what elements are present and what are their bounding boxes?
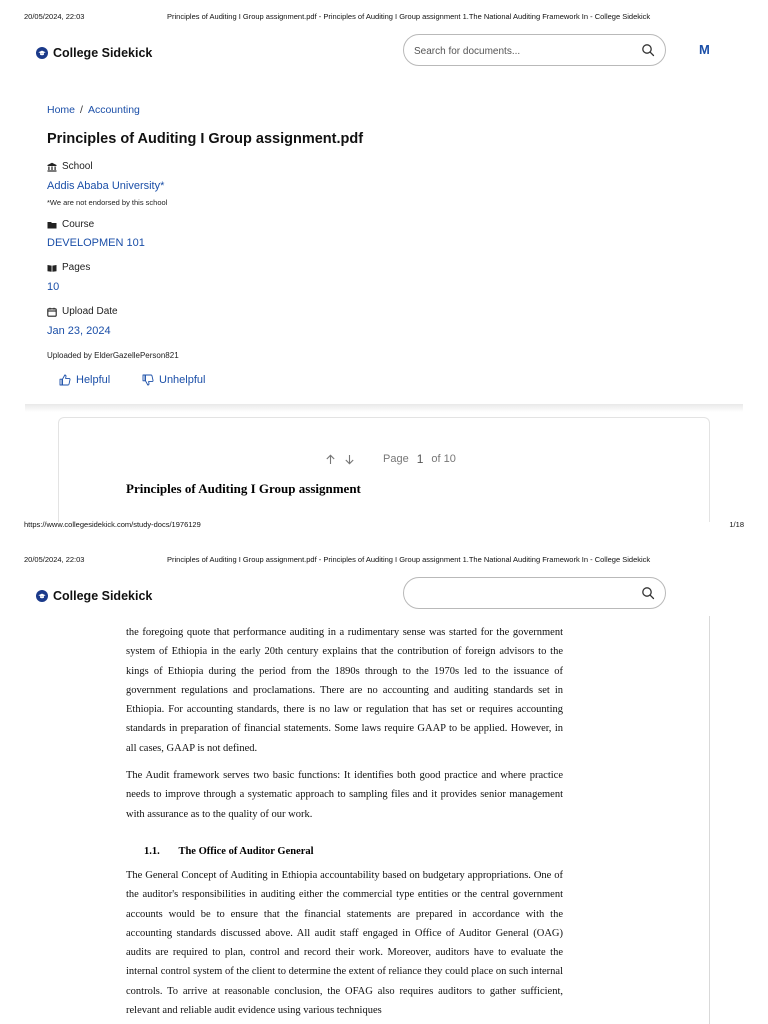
calendar-icon [47,307,57,317]
print-header-page-2 [0,555,768,569]
book-open-icon [47,263,57,273]
brand-logo[interactable] [36,589,152,603]
pdf-document-heading: Principles of Auditing I Group assignment [126,481,361,496]
upload-date-label: Upload Date [47,306,118,317]
print-page-count: 1/18 [729,520,744,529]
print-timestamp: 20/05/2024, 22:03 [24,12,85,21]
print-header [0,12,768,26]
print-timestamp: 20/05/2024, 22:03 [24,555,85,564]
search-icon[interactable] [641,43,655,57]
pdf-paragraph-3: The General Concept of Auditing in Ethiopia accountability based on budgetary appropriations. One of the auditor's responsibilities in auditing either the commercial type entities or the central government accounts would be to ensure that the financial statements are prepared in accordance with the accounting standards discussed above. All audit staff engaged in Office of Auditor General (OAG) audits are required to plan, control and record their work. Moreover, auditors have to evaluate the internal control system of the client to determine the extent of reliance they could place on such internal controls. To arrive at reasonable conclusion, the OFAG also requires auditors to gather sufficient, relevant and reliable audit evidence using various techniques [126,870,563,1017]
pdf-paragraph-1: the foregoing quote that performance auditing in a rudimentary sense was started for the government system of Ethiopia in the early 20th century explains that the contribution of foreign advisors to the kings of Ethiopia during the period from the 1890s through to the 1970s led to the issuance of government regulations and proclamations. There are no accounting and auditing standards set in Ethiopia. For accounting standards, there is no law or regulation that has set or requires accounting standards in preparation of financial statements. Some laws require GAAP to be applied. However, in all cases, GAAP is not defined. [126,627,563,754]
breadcrumb-separator: / [80,104,83,116]
search-input[interactable] [414,585,634,603]
upload-date-value: Jan 23, 2024 [47,325,111,337]
helpful-button[interactable]: Helpful [59,374,110,386]
arrow-down-icon[interactable] [344,454,355,465]
page-title: Principles of Auditing I Group assignment.pdf [47,131,364,147]
brand-logo[interactable] [36,46,152,60]
print-page-title: Principles of Auditing I Group assignment.pdf - Principles of Auditing I Group assignment 1.The National Auditing Framework In - College Sidekick [167,12,651,21]
site-header-sticky [0,577,768,617]
arrow-up-icon[interactable] [325,454,336,465]
search-input[interactable] [414,42,634,60]
thumbs-up-icon [59,374,71,386]
section-title: The Office of Auditor General [178,846,314,857]
thumbs-down-icon [142,374,154,386]
school-building-icon [47,162,57,172]
graduation-cap-icon [36,590,48,602]
folder-icon [47,220,57,230]
search-box[interactable] [403,577,666,609]
brand-name: College Sidekick [53,589,153,603]
school-label: School [47,161,93,172]
document-viewer [58,417,710,522]
section-number: 1.1. [144,846,160,857]
search-box[interactable] [403,34,666,66]
breadcrumb-home-link[interactable]: Home [47,104,76,116]
page-total: of 10 [431,453,456,465]
breadcrumb [47,104,140,116]
viewer-border [709,616,710,1024]
course-label: Course [47,219,94,230]
pages-label: Pages [47,262,90,273]
current-page-input[interactable]: 1 [416,452,424,466]
print-page-title: Principles of Auditing I Group assignment.pdf - Principles of Auditing I Group assignment 1.The National Auditing Framework In - College Sidekick [167,555,651,564]
graduation-cap-icon [36,47,48,59]
search-icon[interactable] [641,586,655,600]
avatar[interactable]: M [699,42,710,57]
breadcrumb-accounting-link[interactable]: Accounting [87,104,140,116]
pdf-section-heading [144,846,314,857]
page-navigator [325,452,456,466]
course-link[interactable]: DEVELOPMEN 101 [47,237,145,249]
site-header [0,34,768,74]
page-word: Page [383,453,409,465]
school-link[interactable]: Addis Ababa University* [47,180,165,192]
endorsement-note: *We are not endorsed by this school [47,198,168,207]
unhelpful-button[interactable]: Unhelpful [142,374,205,386]
pdf-paragraph-2: The Audit framework serves two basic functions: It identifies both good practice and where practice needs to improve through a systematic approach to sampling files and it provides senior management with assurance as to the quality of our work. [126,770,563,820]
print-url: https://www.collegesidekick.com/study-docs/1976129 [24,520,201,529]
brand-name: College Sidekick [53,46,153,60]
section-divider [25,404,743,412]
pages-value: 10 [47,281,60,293]
uploader-info: Uploaded by ElderGazellePerson821 [47,351,179,360]
